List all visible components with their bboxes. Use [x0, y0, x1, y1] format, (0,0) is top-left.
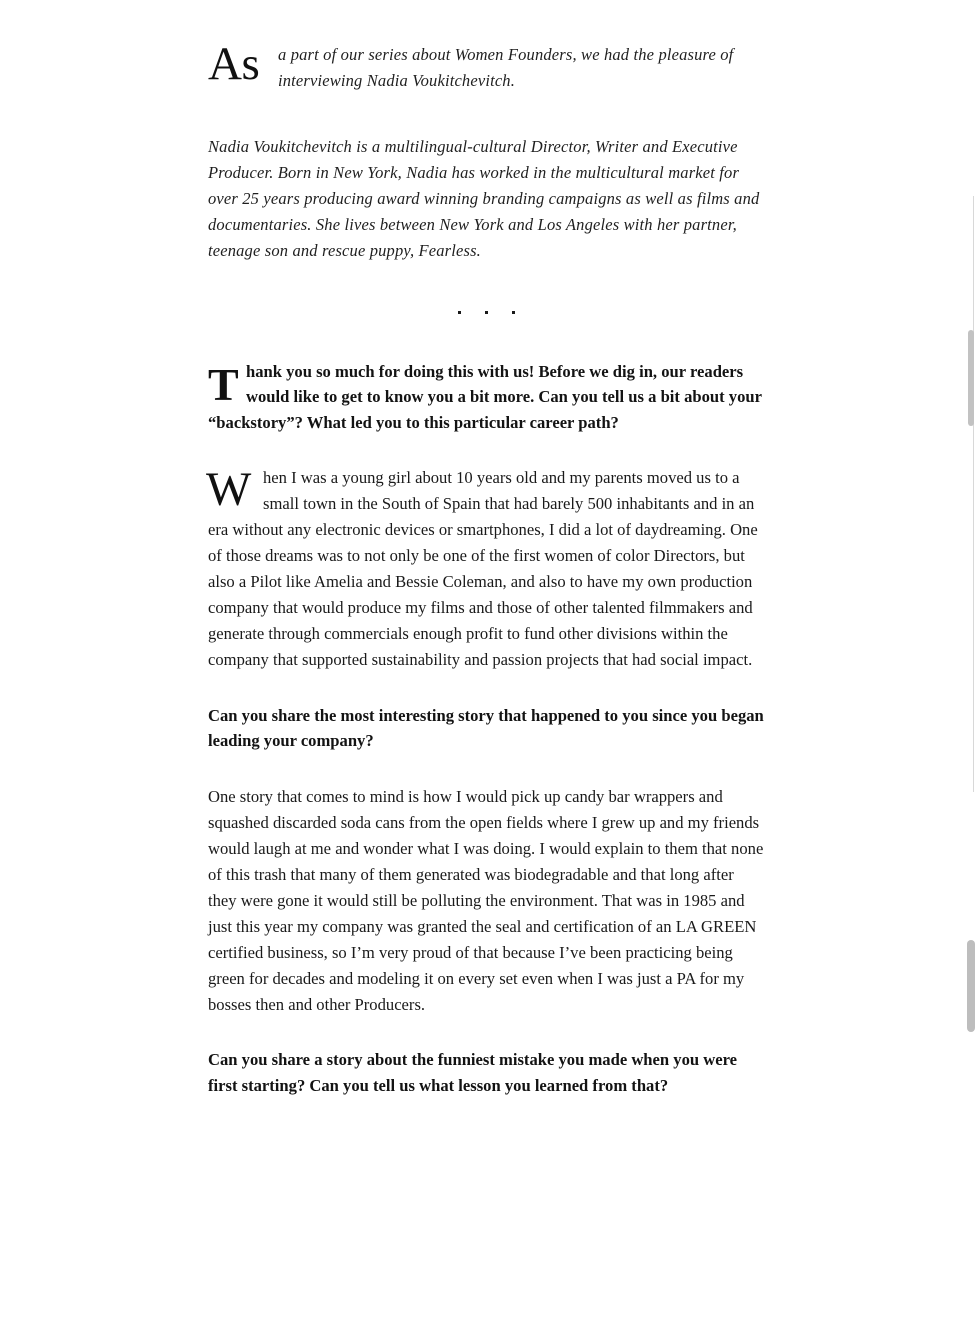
- question-dropcap: T: [208, 358, 239, 410]
- interview-question: Can you share a story about the funniest mistake you made when you were first starting? Can you tell us what lesson you learned from that?: [208, 1050, 738, 1096]
- article-intro: [208, 38, 764, 104]
- divider-dot-icon: [485, 311, 488, 314]
- answer-text: hen I was a young girl about 10 years old and my parents moved us to a small town in the South of Spain that had barely 500 inhabitants and in an era without any electronic devices or smartphones, I did a lot of daydreaming. One of those dreams was to not only be one of the first women of color Directors, but also a Pilot like Amelia and Bessie Coleman, and also to have my own production company that would produce my films and those of other talented filmmakers and generate through commercials enough profit to fund other divisions within the company that supported sustainability and passion projects that had social impact.: [208, 468, 758, 669]
- author-bio-paragraph: Nadia Voukitchevitch is a multilingual-cultural Director, Writer and Executive Producer. Born in New York, Nadia has worked in the multicultural market for over 25 years producing award winning branding campaigns as well as films and documentaries. She lives between New York and Los Angeles with her partner, teenage son and rescue puppy, Fearless.: [208, 137, 760, 260]
- article-body: [208, 0, 764, 1099]
- divider-dot-icon: [512, 311, 515, 314]
- inner-scrollbar-track[interactable]: [973, 196, 974, 792]
- interview-answer-dropcap: [208, 465, 764, 672]
- intro-dropcap: As: [208, 38, 260, 90]
- intro-paragraph: a part of our series about Women Founders, we had the pleasure of interviewing Nadia Voukitchevitch.: [278, 45, 734, 90]
- inner-scrollbar-thumb[interactable]: [968, 330, 974, 426]
- interview-answer: One story that comes to mind is how I would pick up candy bar wrappers and squashed discarded soda cans from the open fields where I grew up and my friends would laugh at me and wonder what I was doing. I would explain to them that none of this trash that many of them generated was biodegradable and that long after they were gone it would still be polluting the environment. That was in 1985 and just this year my company was granted the seal and certification of an LA GREEN certified business, so I’m very proud of that because I’ve been practicing being green for decades and modeling it on every set even when I was just a PA for my bosses then and other Producers.: [208, 787, 764, 1014]
- section-divider: [208, 304, 764, 330]
- question-text: hank you so much for doing this with us! Before we dig in, our readers would like to get to know you a bit more. Can you tell us a bit about your “backstory”? What led you to this particular career path?: [208, 361, 762, 433]
- answer-dropcap: W: [206, 463, 252, 517]
- interview-question: Can you share the most interesting story that happened to you since you began leading your company?: [208, 705, 764, 751]
- divider-dot-icon: [458, 311, 461, 314]
- interview-question-dropcap: [208, 359, 764, 437]
- page-scrollbar-thumb[interactable]: [967, 940, 975, 1032]
